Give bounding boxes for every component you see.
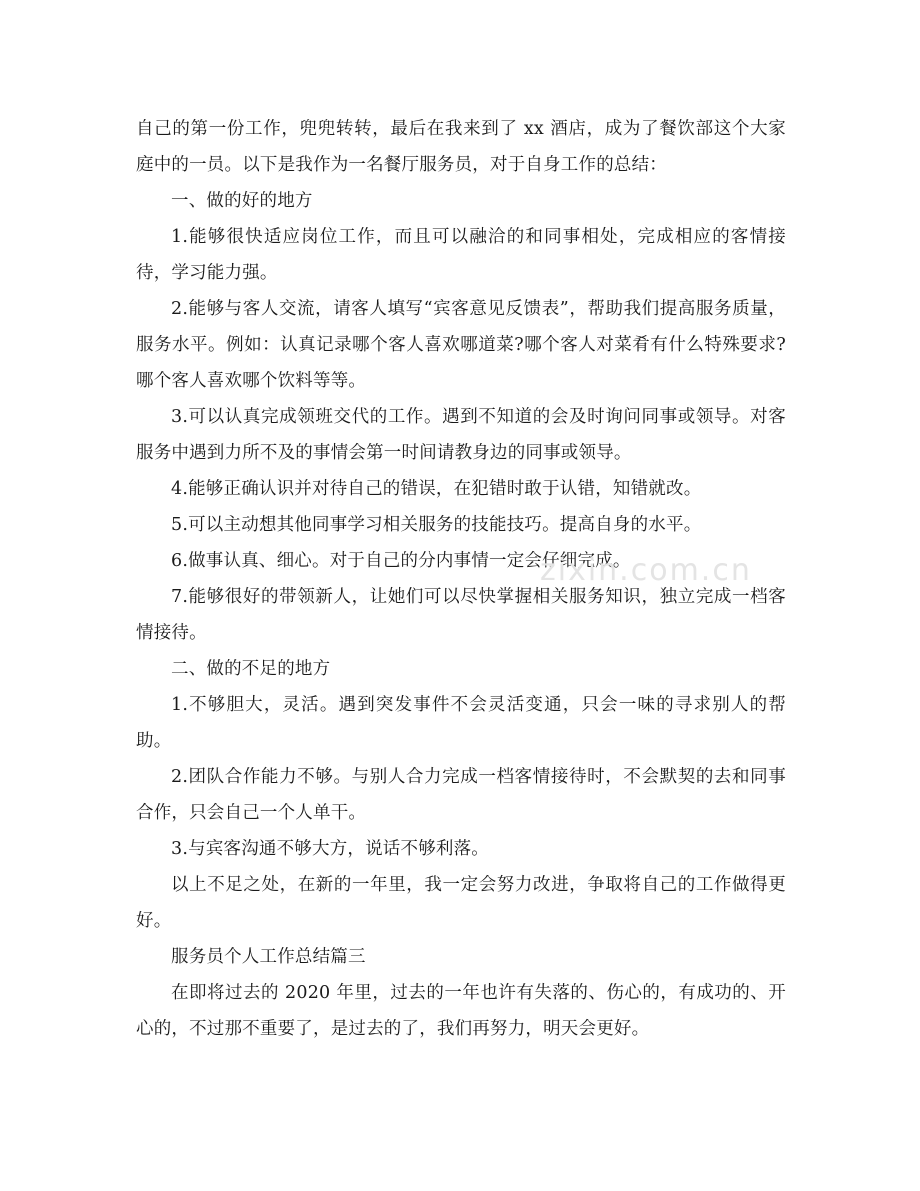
- document-body: [136, 111, 786, 1047]
- list-item: 2.团队合作能力不够。与别人合力完成一档客情接待时，不会默契的去和同事合作，只会自己一个人单干。: [136, 767, 786, 823]
- paragraph: 在即将过去的 2020 年里，过去的一年也许有失落的、伤心的，有成功的、开心的，不过那不重要了，是过去的了，我们再努力，明天会更好。: [136, 983, 786, 1039]
- watermark: zixin.com.cn: [540, 553, 752, 588]
- paragraph: 自己的第一份工作，兜兜转转，最后在我来到了 xx 酒店，成为了餐饮部这个大家庭中的一员。以下是我作为一名餐厅服务员，对于自身工作的总结：: [136, 119, 786, 175]
- section-heading-good-points: 一、做的好的地方: [171, 191, 313, 211]
- list-item: 6.做事认真、细心。对于自己的分内事情一定会仔细完成。: [171, 551, 631, 571]
- list-item: 3.与宾客沟通不够大方，说话不够利落。: [171, 839, 489, 859]
- list-item: 5.可以主动想其他同事学习相关服务的技能技巧。提高自身的水平。: [171, 515, 702, 535]
- list-item: 4.能够正确认识并对待自己的错误，在犯错时敢于认错，知错就改。: [171, 479, 702, 499]
- article-title: 服务员个人工作总结篇三: [171, 947, 366, 967]
- paragraph: 以上不足之处，在新的一年里，我一定会努力改进，争取将自己的工作做得更好。: [136, 875, 786, 931]
- list-item: 7.能够很好的带领新人，让她们可以尽快掌握相关服务知识，独立完成一档客情接待。: [136, 587, 786, 643]
- list-item: 2.能够与客人交流，请客人填写“宾客意见反馈表”，帮助我们提高服务质量，服务水平。例如：认真记录哪个客人喜欢哪道菜?哪个客人对菜肴有什么特殊要求?哪个客人喜欢哪个饮料等等。: [136, 299, 786, 391]
- list-item: 1.不够胆大，灵活。遇到突发事件不会灵活变通，只会一味的寻求别人的帮助。: [136, 695, 786, 751]
- section-heading-shortcomings: 二、做的不足的地方: [171, 659, 331, 679]
- list-item: 1.能够很快适应岗位工作，而且可以融洽的和同事相处，完成相应的客情接待，学习能力强。: [136, 227, 786, 283]
- list-item: 3.可以认真完成领班交代的工作。遇到不知道的会及时询问同事或领导。对客服务中遇到力所不及的事情会第一时间请教身边的同事或领导。: [136, 407, 786, 463]
